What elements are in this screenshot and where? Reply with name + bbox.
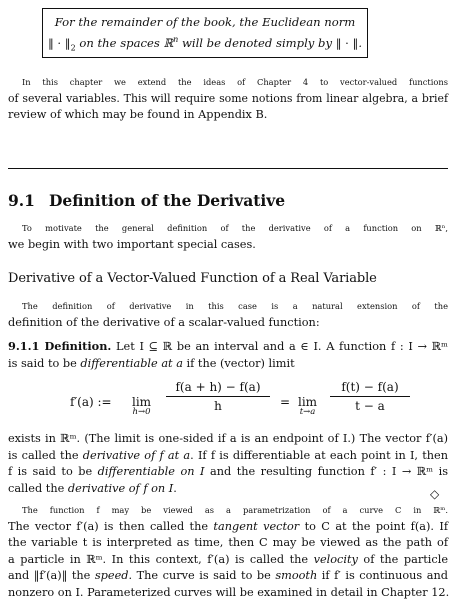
- section-title: Definition of the Derivative: [49, 191, 285, 210]
- section-divider: [8, 168, 448, 169]
- box-line-2: ‖ · $‖_2$ on the spaces ℝ$^n$ will be denoted simply by ‖ · ‖.: [48, 36, 362, 50]
- intro-paragraph: [8, 74, 448, 124]
- norm-convention-box: [42, 8, 368, 58]
- motivation-paragraph: [8, 220, 448, 253]
- curve-line-6: nonzero on I. Parameterized curves will be examined in detail in Chapter 12.: [8, 585, 448, 601]
- motivation-line-2: we begin with two important special cases.: [8, 237, 448, 254]
- end-of-definition-mark: ◇: [430, 487, 439, 501]
- intro-line-1: In this chapter we extend the ideas of Chapter 4 to vector-valued functions: [8, 74, 448, 91]
- subsection-heading: Derivative of a Vector-Valued Function of a Real Variable: [8, 271, 377, 286]
- subintro-line-2: definition of the derivative of a scalar-valued function:: [8, 315, 448, 332]
- curve-line-3: the variable t is interpreted as time, then C may be viewed as the path of: [8, 535, 448, 552]
- formula-equals: =: [280, 395, 290, 409]
- box-line-1: For the remainder of the book, the Euclidean norm: [55, 15, 356, 29]
- formula-lhs: f′(a) :=: [70, 395, 112, 409]
- curve-line-2: The vector f′(a) is then called the tangent vector to C at the point f(a). If: [8, 519, 448, 536]
- formula-fraction-2: f(t) − f(a) t − a: [330, 380, 410, 413]
- formula-limit-h: lim h→0: [132, 395, 151, 417]
- after-def-line-4: called the derivative of f on I.: [8, 481, 448, 498]
- intro-line-3: review of which may be found in Appendix B.: [8, 107, 448, 124]
- definition-line-2: is said to be differentiable at a if the (vector) limit: [8, 356, 448, 373]
- curve-line-1: The function f may be viewed as a parametrization of a curve C in ℝᵐ.: [8, 502, 448, 519]
- curve-paragraph: [8, 502, 448, 601]
- section-number: 9.1: [8, 191, 35, 210]
- after-def-line-3: f is said to be differentiable on I and the resulting function f′ : I → ℝᵐ is: [8, 464, 448, 481]
- definition-label: 9.1.1 Definition.: [8, 339, 111, 353]
- after-def-line-1: exists in ℝᵐ. (The limit is one-sided if a is an endpoint of I.) The vector f′(a): [8, 431, 448, 448]
- curve-line-5: and ‖f′(a)‖ the speed. The curve is said to be smooth if f′ is continuous and: [8, 568, 448, 585]
- formula-fraction-1: f(a + h) − f(a) h: [166, 380, 270, 413]
- intro-line-2: of several variables. This will require some notions from linear algebra, a brief: [8, 91, 448, 108]
- definition-line-1: 9.1.1 Definition. Let I ⊆ ℝ be an interval and a ∈ I. A function f : I → ℝᵐ: [8, 338, 448, 356]
- subsection-intro: [8, 298, 448, 331]
- section-heading: [8, 191, 285, 210]
- motivation-line-1: To motivate the general definition of the derivative of a function on ℝⁿ,: [8, 220, 448, 237]
- after-def-line-2: is called the derivative of f at a. If f is differentiable at each point in I, then: [8, 448, 448, 465]
- derivative-formula: [70, 378, 410, 428]
- after-definition-paragraph: [8, 431, 448, 497]
- definition-block: [8, 338, 448, 372]
- curve-line-4: a particle in ℝᵐ. In this context, f′(a) is called the velocity of the particle: [8, 552, 448, 569]
- formula-limit-t: lim t→a: [298, 395, 317, 417]
- subintro-line-1: The definition of derivative in this case is a natural extension of the: [8, 298, 448, 315]
